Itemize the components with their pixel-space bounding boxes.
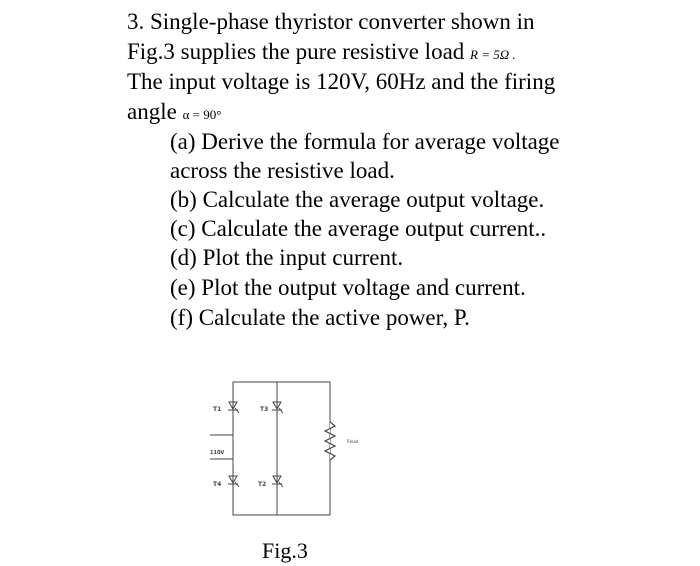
problem-line-4-text: angle bbox=[127, 99, 177, 124]
task-b: (b) Calculate the average output voltage. bbox=[170, 187, 545, 212]
problem-line-2 bbox=[127, 38, 516, 69]
load-resistor-symbol bbox=[325, 422, 335, 460]
task-f: (f) Calculate the active power, P. bbox=[170, 305, 470, 330]
label-t3: T3 bbox=[260, 406, 269, 413]
problem-line-1: 3. Single-phase thyristor converter shown in bbox=[127, 9, 535, 34]
problem-line-4 bbox=[127, 98, 221, 129]
label-t1: T1 bbox=[213, 406, 222, 413]
task-d: (d) Plot the input current. bbox=[170, 245, 404, 270]
figure-caption: Fig.3 bbox=[262, 538, 308, 563]
task-a: (a) Derive the formula for average voltage bbox=[170, 129, 560, 154]
problem-line-3: The input voltage is 120V, 60Hz and the firing bbox=[127, 69, 556, 94]
label-t4: T4 bbox=[213, 481, 222, 488]
task-c: (c) Calculate the average output current.. bbox=[170, 216, 547, 241]
thyristor-bridge-circuit bbox=[180, 370, 380, 520]
load-resistance-expression: R = 5Ω . bbox=[470, 47, 516, 62]
label-source-voltage: 110V bbox=[210, 450, 225, 456]
task-a-continued: across the resistive load. bbox=[170, 158, 395, 183]
task-e: (e) Plot the output voltage and current. bbox=[170, 275, 526, 300]
label-load: Rload bbox=[347, 439, 359, 444]
firing-angle-expression: α = 90° bbox=[182, 107, 222, 122]
label-t2: T2 bbox=[258, 481, 267, 488]
problem-line-2-text: Fig.3 supplies the pure resistive load bbox=[127, 39, 465, 64]
